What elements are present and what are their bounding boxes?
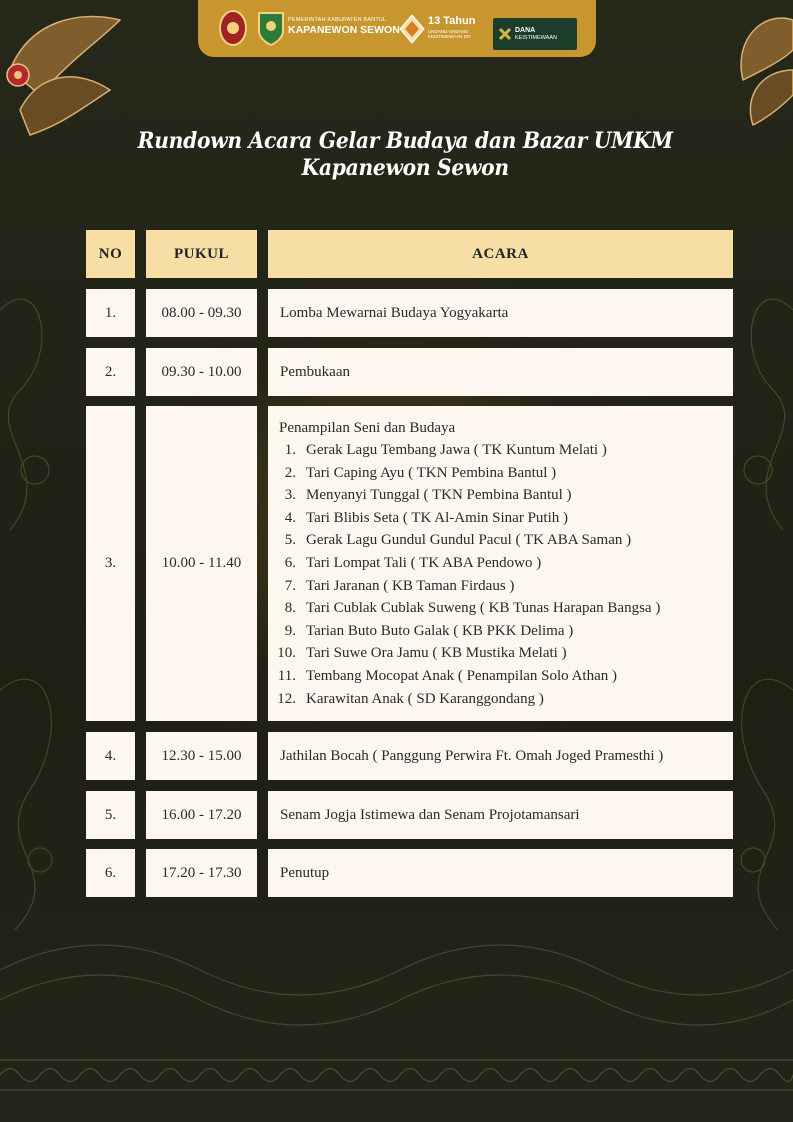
performance-text: Tari Jaranan ( KB Taman Firdaus ) bbox=[306, 577, 515, 594]
performance-item bbox=[279, 575, 723, 598]
row-1-acara: Lomba Mewarnai Budaya Yogyakarta bbox=[268, 289, 733, 337]
dana-mark-icon bbox=[498, 27, 512, 41]
performance-text: Tari Suwe Ora Jamu ( KB Mustika Melati ) bbox=[306, 645, 567, 662]
row-1-no: 1. bbox=[86, 289, 135, 337]
header-pukul: PUKUL bbox=[146, 230, 257, 278]
dana-keistimewaan-logo bbox=[493, 18, 577, 50]
government-name: KAPANEWON SEWON bbox=[288, 24, 400, 36]
header-no: NO bbox=[86, 230, 135, 278]
anniversary-badge bbox=[398, 14, 476, 49]
performance-number: 10. bbox=[277, 645, 296, 662]
performance-number: 9. bbox=[284, 622, 296, 639]
title-line-1: Rundown Acara Gelar Budaya dan Bazar UMKM bbox=[137, 128, 673, 154]
title-line-2: Kapanewon Sewon bbox=[301, 155, 509, 181]
row-3-acara bbox=[268, 406, 733, 721]
row-4-acara: Jathilan Bocah ( Panggung Perwira Ft. Omah Joged Pramesthi ) bbox=[268, 732, 733, 780]
performance-number: 6. bbox=[284, 554, 296, 571]
performance-text: Karawitan Anak ( SD Karanggondang ) bbox=[306, 690, 544, 707]
performance-item bbox=[279, 642, 723, 665]
performance-item bbox=[279, 529, 723, 552]
performance-text: Tari Caping Ayu ( TKN Pembina Bantul ) bbox=[306, 464, 557, 481]
row-5-pukul: 16.00 - 17.20 bbox=[146, 791, 257, 839]
row-5-no: 5. bbox=[86, 791, 135, 839]
government-label bbox=[288, 17, 400, 36]
row-1-pukul: 08.00 - 09.30 bbox=[146, 289, 257, 337]
performance-number: 8. bbox=[284, 600, 296, 617]
row-3-no: 3. bbox=[86, 406, 135, 721]
leaf-ornament-icon bbox=[703, 0, 793, 130]
performance-number: 7. bbox=[284, 577, 296, 594]
performance-item bbox=[279, 688, 723, 711]
performance-number: 1. bbox=[284, 442, 296, 458]
performance-number: 2. bbox=[284, 464, 296, 481]
performance-number: 3. bbox=[284, 487, 296, 504]
row-3-pukul: 10.00 - 11.40 bbox=[146, 406, 257, 721]
flame-badge-icon bbox=[398, 14, 426, 44]
row-2-acara: Pembukaan bbox=[268, 348, 733, 396]
performance-number: 5. bbox=[284, 532, 296, 549]
performance-item bbox=[279, 552, 723, 575]
performance-item bbox=[279, 462, 723, 485]
batik-bottom-border bbox=[0, 1030, 793, 1122]
performance-number: 11. bbox=[277, 667, 296, 684]
anniversary-subtext: UNDANG-UNDANG KEISTIMEWAAN DIY bbox=[428, 29, 472, 39]
row-6-no: 6. bbox=[86, 849, 135, 897]
performance-item bbox=[279, 597, 723, 620]
performance-text: Tarian Buto Buto Galak ( KB PKK Delima ) bbox=[306, 622, 574, 639]
performance-text: Tari Blibis Seta ( TK Al-Amin Sinar Putih ) bbox=[306, 509, 568, 526]
performance-heading: Penampilan Seni dan Budaya bbox=[279, 420, 456, 436]
performance-item bbox=[279, 439, 723, 462]
performance-text: Gerak Lagu Gundul Gundul Pacul ( TK ABA Saman ) bbox=[306, 532, 632, 549]
performance-item bbox=[279, 620, 723, 643]
performance-text: Tembang Mocopat Anak ( Penampilan Solo Athan ) bbox=[306, 667, 617, 684]
row-4-pukul: 12.30 - 15.00 bbox=[146, 732, 257, 780]
row-6-acara: Penutup bbox=[268, 849, 733, 897]
row-6-pukul: 17.20 - 17.30 bbox=[146, 849, 257, 897]
row-4-no: 4. bbox=[86, 732, 135, 780]
dana-bottom-text: KEISTIMEWAAN bbox=[515, 35, 557, 41]
header-acara: ACARA bbox=[268, 230, 733, 278]
performance-number: 12. bbox=[277, 690, 296, 707]
performance-text: Gerak Lagu Tembang Jawa ( TK Kuntum Melati ) bbox=[306, 442, 607, 458]
leaf-ornament-icon bbox=[0, 0, 140, 140]
row-2-pukul: 09.30 - 10.00 bbox=[146, 348, 257, 396]
diy-emblem-icon bbox=[218, 9, 248, 47]
performance-text: Tari Cublak Cublak Suweng ( KB Tunas Harapan Bangsa ) bbox=[306, 600, 661, 617]
anniversary-number: 13 Tahun bbox=[428, 15, 476, 27]
performance-item bbox=[279, 484, 723, 507]
government-small-text: PEMERINTAH KABUPATEN BANTUL bbox=[288, 17, 387, 23]
row-5-acara: Senam Jogja Istimewa dan Senam Projotamansari bbox=[268, 791, 733, 839]
performance-number: 4. bbox=[284, 509, 296, 526]
page-title bbox=[32, 128, 779, 182]
performance-item bbox=[279, 665, 723, 688]
logo-bar bbox=[198, 0, 596, 57]
performance-text: Tari Lompat Tali ( TK ABA Pendowo ) bbox=[306, 554, 542, 571]
row-2-no: 2. bbox=[86, 348, 135, 396]
performance-text: Menyanyi Tunggal ( TKN Pembina Bantul ) bbox=[306, 487, 572, 504]
bantul-emblem-icon bbox=[256, 9, 286, 47]
performance-item bbox=[279, 507, 723, 530]
dana-top-text: DANA bbox=[515, 27, 536, 34]
